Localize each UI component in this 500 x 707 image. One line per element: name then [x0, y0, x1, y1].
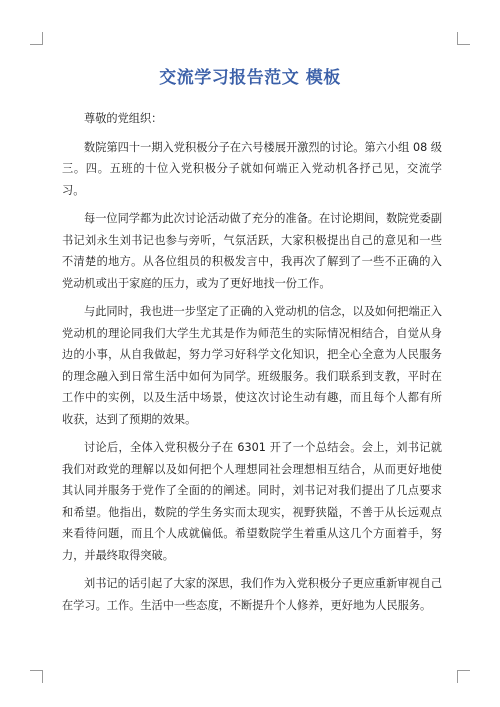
paragraph-3: 与此同时，我也进一步坚定了正确的入党动机的信念，以及如何把端正入党动机的理论同我们大学生尤其是作为师范生的实际情况相结合，自觉从身边的小事，从自我做起，努力学习好科学文化知识，把全心全意为人民服务的理念融入到日常生活中如何为同学。班级服务。我们联系到支教，平时在工作中的实例，以及生活中场景，使这次讨论生动有趣，而且每个人都有所收获，达到了预期的效果。 — [62, 305, 443, 426]
paragraph-1: 数院第四十一期入党积极分子在六号楼展开激烈的讨论。第六小组 08 级三。四。五班的十位入党积极分子就如何端正入党动机各抒己见，交流学习。 — [62, 140, 442, 197]
document-title: 交流学习报告范文 模板 — [159, 68, 341, 88]
crop-mark-top-right — [457, 32, 470, 45]
salutation: 尊敬的党组织： — [84, 112, 163, 125]
paragraph-2: 每一位同学都为此次讨论活动做了充分的准备。在讨论期间，数院党委副书记刘永生刘书记也参与旁听，气氛活跃，大家积极提出自己的意见和一些不清楚的地方。从各位组员的积极发言中，我再次了解到了一些不正确的入党动机或出于家庭的压力，或为了更好地找一份工作。 — [62, 212, 443, 290]
crop-mark-bottom-left — [30, 670, 43, 683]
document-body — [62, 108, 442, 623]
crop-mark-top-left — [30, 32, 43, 45]
paragraph-5: 刘书记的话引起了大家的深思，我们作为入党积极分子更应重新审视自己在学习。工作。生活中一些态度，不断提升个人修养，更好地为人民服务。 — [62, 577, 443, 612]
crop-mark-bottom-right — [457, 670, 470, 683]
paragraph-4: 讨论后，全体入党积极分子在 6301 开了一个总结会。会上，刘书记就我们对政党的理解以及如何把个人理想同社会理想相互结合，从而更好地使其认同并服务于党作了全面的的阐述。同时，刘书记对我们提出了几点要求和希望。他指出，数院的学生务实而太现实，视野狭隘，不善于从长远观点来看待问题，而且个人成就偏低。希望数院学生着重从这几个方面着手，努力，并最终取得突破。 — [62, 441, 442, 562]
